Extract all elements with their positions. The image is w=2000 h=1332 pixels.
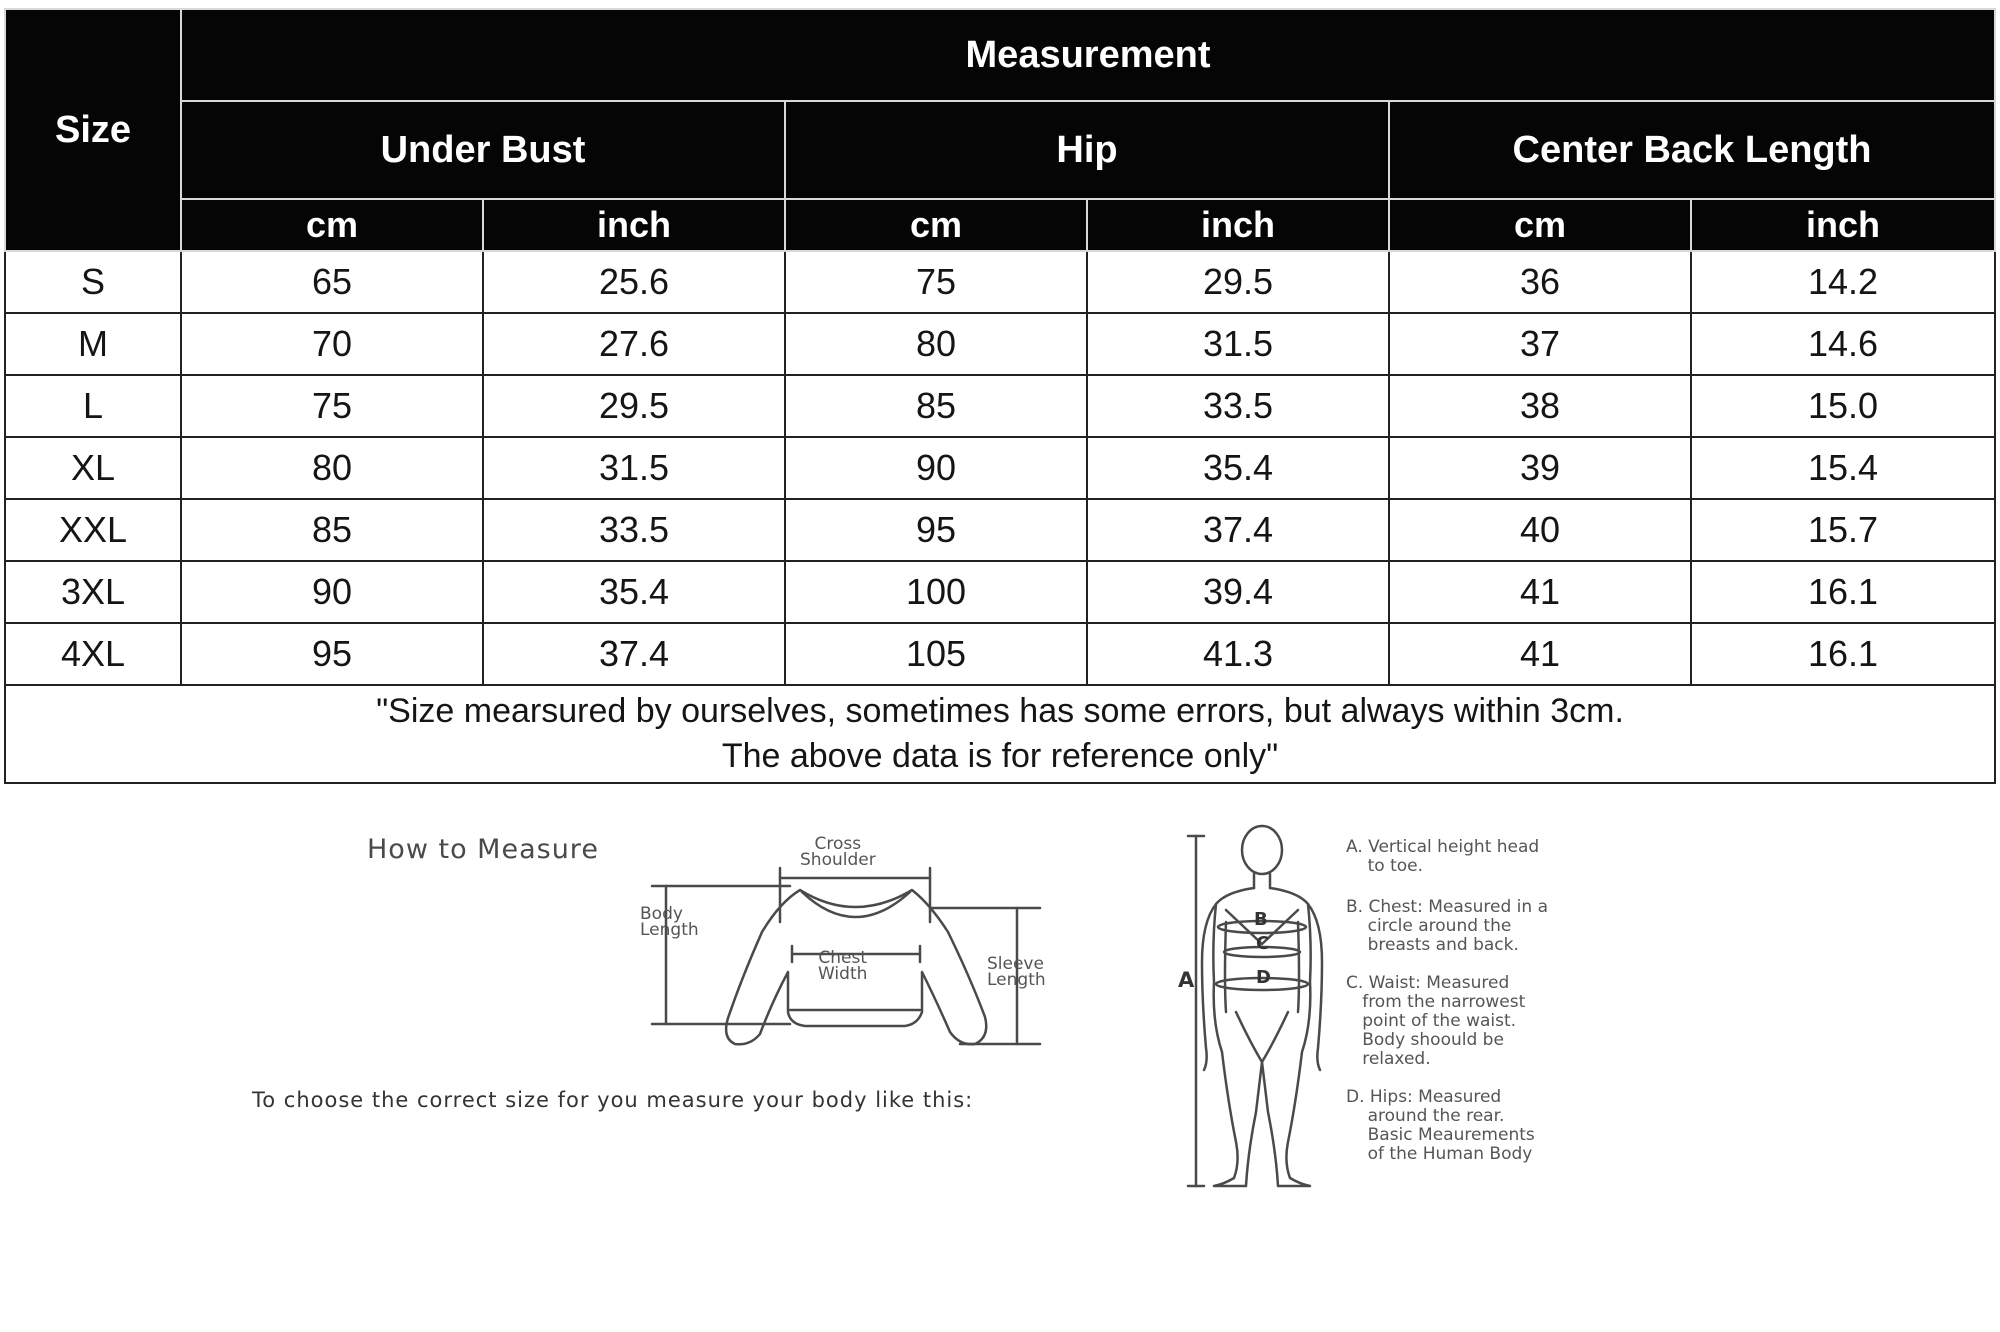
body-figure-illustration (1188, 826, 1322, 1186)
measurement-cell: 41 (1389, 561, 1691, 623)
measurement-cell: 100 (785, 561, 1087, 623)
measurement-cell: 31.5 (483, 437, 785, 499)
measurement-cell: 95 (785, 499, 1087, 561)
measurement-cell: 35.4 (483, 561, 785, 623)
table-row (5, 375, 1995, 437)
note-line-1: "Size mearsured by ourselves, sometimes has some errors, but always within 3cm. (376, 692, 1624, 730)
measurement-cell: 15.4 (1691, 437, 1995, 499)
size-cell: XL (5, 437, 181, 499)
how-to-measure-title: How to Measure (367, 834, 599, 865)
group-header-under-bust: Under Bust (181, 101, 785, 199)
measurement-cell: 14.2 (1691, 251, 1995, 313)
sleeve-length-label: Sleeve Length (987, 954, 1046, 990)
measurement-cell: 14.6 (1691, 313, 1995, 375)
unit-header: inch (483, 199, 785, 251)
size-cell: XXL (5, 499, 181, 561)
table-row (5, 499, 1995, 561)
group-header-center-back-length: Center Back Length (1389, 101, 1995, 199)
measurement-cell: 38 (1389, 375, 1691, 437)
guide-illustrations (0, 812, 2000, 1212)
definition-d: D. Hips: Measured around the rear. Basic Meaurements of the Human Body (1346, 1087, 1535, 1164)
body-length-label: Body Length (640, 904, 699, 940)
measurement-cell: 29.5 (1087, 251, 1389, 313)
measurement-cell: 37 (1389, 313, 1691, 375)
size-cell: M (5, 313, 181, 375)
measurement-cell: 16.1 (1691, 561, 1995, 623)
table-row (5, 251, 1995, 313)
measurement-cell: 41 (1389, 623, 1691, 685)
measurement-cell: 85 (181, 499, 483, 561)
measurement-cell: 85 (785, 375, 1087, 437)
measurement-cell: 90 (785, 437, 1087, 499)
body-marker-b: B (1254, 909, 1268, 930)
size-cell: L (5, 375, 181, 437)
measurement-cell: 75 (785, 251, 1087, 313)
measurement-cell: 35.4 (1087, 437, 1389, 499)
unit-header: cm (181, 199, 483, 251)
unit-header: cm (1389, 199, 1691, 251)
measurement-header: Measurement (181, 9, 1995, 101)
size-cell: 4XL (5, 623, 181, 685)
measurement-cell: 33.5 (483, 499, 785, 561)
measurement-cell: 37.4 (1087, 499, 1389, 561)
definition-a: A. Vertical height head to toe. (1346, 837, 1540, 876)
definition-b: B. Chest: Measured in a circle around the breasts and back. (1346, 897, 1548, 955)
measurement-cell: 95 (181, 623, 483, 685)
measuring-guide (0, 812, 2000, 1212)
unit-header: inch (1087, 199, 1389, 251)
measurement-cell: 40 (1389, 499, 1691, 561)
measurement-cell: 29.5 (483, 375, 785, 437)
note-cell (5, 685, 1995, 783)
measurement-cell: 80 (785, 313, 1087, 375)
measurement-cell: 36 (1389, 251, 1691, 313)
definition-c: C. Waist: Measured from the narrowest point of the waist. Body shoould be relaxed. (1346, 973, 1526, 1069)
note-line-2: The above data is for reference only" (721, 737, 1279, 775)
body-marker-a: A (1178, 968, 1195, 992)
chest-width-label: Chest Width (818, 948, 868, 984)
measurement-cell: 105 (785, 623, 1087, 685)
measurement-cell: 39.4 (1087, 561, 1389, 623)
size-cell: S (5, 251, 181, 313)
size-header: Size (5, 9, 181, 251)
cross-shoulder-label: Cross Shoulder (800, 834, 876, 870)
size-table-body (5, 251, 1995, 783)
measurement-cell: 27.6 (483, 313, 785, 375)
measurement-cell: 70 (181, 313, 483, 375)
measurement-cell: 15.0 (1691, 375, 1995, 437)
choose-size-instruction: To choose the correct size for you measure your body like this: (252, 1088, 974, 1112)
measurement-cell: 16.1 (1691, 623, 1995, 685)
measurement-cell: 90 (181, 561, 483, 623)
measurement-cell: 41.3 (1087, 623, 1389, 685)
group-header-hip: Hip (785, 101, 1389, 199)
size-cell: 3XL (5, 561, 181, 623)
note-row (5, 685, 1995, 783)
body-marker-c: C (1256, 933, 1270, 954)
table-row (5, 437, 1995, 499)
measurement-cell: 39 (1389, 437, 1691, 499)
measurement-cell: 25.6 (483, 251, 785, 313)
body-marker-d: D (1256, 967, 1271, 988)
unit-header: cm (785, 199, 1087, 251)
table-row (5, 623, 1995, 685)
unit-header: inch (1691, 199, 1995, 251)
table-row (5, 313, 1995, 375)
measurement-cell: 37.4 (483, 623, 785, 685)
measurement-cell: 15.7 (1691, 499, 1995, 561)
table-row (5, 561, 1995, 623)
measurement-cell: 80 (181, 437, 483, 499)
measurement-cell: 65 (181, 251, 483, 313)
measurement-cell: 33.5 (1087, 375, 1389, 437)
measurement-cell: 31.5 (1087, 313, 1389, 375)
size-chart-table (4, 8, 1996, 784)
measurement-cell: 75 (181, 375, 483, 437)
